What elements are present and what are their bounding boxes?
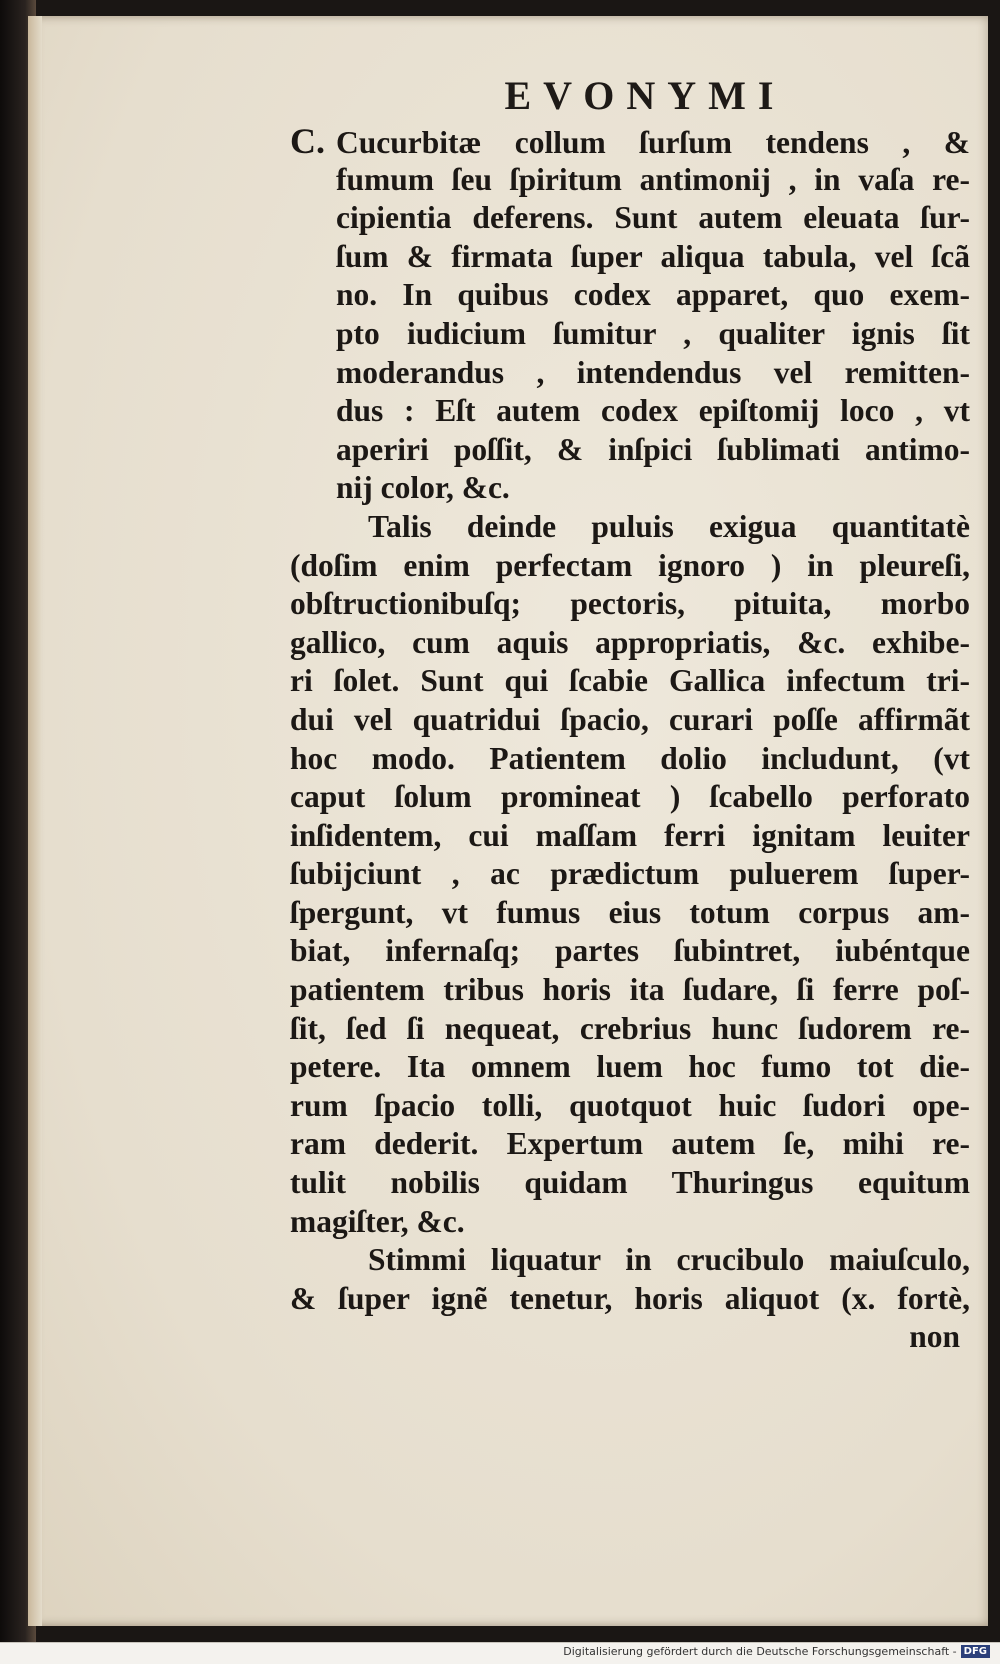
text-line: ſum & firmata ſuper aliqua tabula, vel ſcã: [336, 238, 970, 274]
text-line: hoc modo. Patientem dolio includunt, (vt: [290, 740, 970, 776]
text-line: aperiri poſſit, & inſpici ſublimati antimo-: [336, 431, 970, 467]
text-line: inſidentem, cui maſſam ferri ignitam leuiter: [290, 817, 970, 853]
text-line: (doſim enim perfectam ignoro ) in pleureſi,: [290, 547, 970, 583]
text-line: dui vel quatridui ſpacio, curari poſſe affirmãt: [290, 701, 970, 737]
text-line: dus : Eſt autem codex epiſtomij loco , vt: [336, 393, 970, 429]
text-line: obſtructionibuſq; pectoris, pituita, morbo: [290, 586, 970, 622]
text-line: biat, infernaſq; partes ſubintret, iubéntque: [290, 933, 970, 969]
text-line: pto iudicium ſumitur , qualiter ignis ſit: [336, 315, 970, 351]
catchword: non: [909, 1319, 960, 1355]
funding-credit: Digitalisierung gefördert durch die Deutsche Forschungsgemeinschaft -: [563, 1645, 957, 1658]
text-line: no. In quibus codex apparet, quo exem-: [336, 277, 970, 313]
footer-bar: [0, 1642, 1000, 1664]
text-line: gallico, cum aquis appropriatis, &c. exhibe-: [290, 624, 970, 660]
text-line: caput ſolum promineat ) ſcabello perforato: [290, 779, 970, 815]
running-head: EVONYMI: [504, 73, 786, 118]
item-letter: C.: [290, 122, 325, 161]
text-line: nij color, &c.: [336, 470, 510, 506]
text-line: ſit, ſed ſi nequeat, crebrius hunc ſudorem re-: [290, 1010, 970, 1046]
text-line: patientem tribus horis ita ſudare, ſi ferre poſ-: [290, 972, 970, 1008]
page-fold: [28, 16, 42, 1626]
text-line: petere. Ita omnem luem hoc fumo tot die-: [290, 1049, 970, 1085]
text-block: [290, 122, 970, 1357]
text-line: cipientia deferens. Sunt autem eleuata ſur-: [336, 200, 970, 236]
footer-credit: [563, 1645, 990, 1658]
text-line: moderandus , intendendus vel remitten-: [336, 354, 970, 390]
text-line: [290, 122, 970, 161]
text-line: Talis deinde puluis exigua quantitatè: [368, 508, 970, 544]
dfg-logo-icon: DFG: [961, 1645, 990, 1658]
text-line: tulit nobilis quidam Thuringus equitum: [290, 1165, 970, 1201]
text-line: ri ſolet. Sunt qui ſcabie Gallica infectum tri-: [290, 663, 970, 699]
text-line: fumum ſeu ſpiritum antimonij , in vaſa re-: [336, 161, 970, 197]
text-line: ram dederit. Expertum autem ſe, mihi re-: [290, 1126, 970, 1162]
text-line: Stimmi liquatur in crucibulo maiuſculo,: [368, 1242, 970, 1278]
text-line: magiſter, &c.: [290, 1203, 465, 1239]
text-line: ſubijciunt , ac prædictum puluerem ſuper-: [290, 856, 970, 892]
text-line: rum ſpacio tolli, quotquot huic ſudori ope-: [290, 1087, 970, 1123]
text-line: ſpergunt, vt fumus eius totum corpus am-: [290, 894, 970, 930]
line-text: Cucurbitæ collum ſurſum tendens , &: [336, 125, 970, 160]
text-line: & ſuper ignẽ tenetur, horis aliquot (x. fortè,: [290, 1280, 970, 1316]
